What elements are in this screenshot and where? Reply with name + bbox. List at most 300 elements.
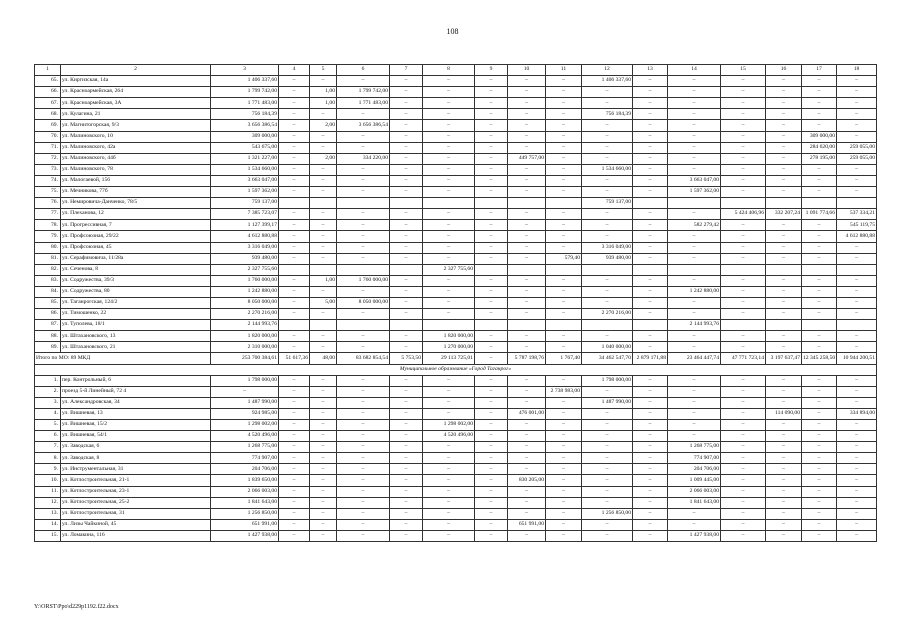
value-cell	[837, 320, 877, 331]
value-cell: –	[633, 253, 668, 264]
value-cell: –	[721, 386, 766, 397]
address-cell: ул. Мечникова, 77б	[61, 187, 211, 198]
value-cell: –	[837, 331, 877, 342]
table-row	[35, 464, 877, 475]
value-cell: –	[508, 87, 546, 98]
value-cell: –	[423, 297, 475, 308]
row-number-cell: 89.	[35, 342, 61, 353]
table-row	[35, 397, 877, 408]
value-cell: –	[508, 375, 546, 386]
value-cell: –	[546, 475, 582, 486]
value-cell: –	[279, 408, 310, 419]
column-number-cell: 16	[766, 65, 802, 76]
value-cell: –	[668, 386, 721, 397]
column-number-cell: 15	[721, 65, 766, 76]
value-cell: –	[837, 120, 877, 131]
value-cell: –	[633, 98, 668, 109]
value-cell: 4 612 880,88	[837, 231, 877, 242]
value-cell	[582, 320, 633, 331]
value-cell: –	[390, 486, 423, 497]
table-row	[35, 320, 877, 331]
value-cell: –	[766, 475, 802, 486]
value-cell: –	[390, 519, 423, 530]
value-cell: 1 270 000,00	[423, 342, 475, 353]
value-cell: –	[423, 486, 475, 497]
value-cell: –	[546, 120, 582, 131]
value-cell: –	[475, 453, 508, 464]
value-cell: –	[475, 220, 508, 231]
table-row	[35, 76, 877, 87]
value-cell: 756 184,39	[211, 109, 279, 120]
value-cell: –	[582, 442, 633, 453]
value-cell: –	[475, 464, 508, 475]
value-cell: –	[837, 175, 877, 186]
value-cell: –	[633, 453, 668, 464]
value-cell: –	[633, 397, 668, 408]
value-cell: –	[582, 120, 633, 131]
value-cell: –	[310, 530, 337, 541]
value-cell: –	[633, 131, 668, 142]
value-cell: –	[390, 375, 423, 386]
value-cell: –	[802, 231, 837, 242]
address-cell: ул. Малиновского, 44б	[61, 153, 211, 164]
value-cell: –	[279, 442, 310, 453]
value-cell: –	[668, 408, 721, 419]
value-cell	[837, 198, 877, 209]
table-row	[35, 375, 877, 386]
column-number-cell: 9	[475, 65, 508, 76]
value-cell: –	[279, 497, 310, 508]
value-cell: –	[582, 486, 633, 497]
table-row	[35, 187, 877, 198]
value-cell: –	[668, 231, 721, 242]
value-cell: –	[766, 164, 802, 175]
value-cell: –	[279, 331, 310, 342]
value-cell: –	[390, 530, 423, 541]
row-number-cell: 73.	[35, 164, 61, 175]
table-row	[35, 497, 877, 508]
column-number-row	[35, 65, 877, 76]
value-cell: –	[802, 164, 837, 175]
value-cell: –	[475, 309, 508, 320]
address-cell: ул. Таганрогская, 124/2	[61, 297, 211, 308]
value-cell: –	[766, 497, 802, 508]
value-cell: –	[337, 442, 390, 453]
value-cell: –	[633, 408, 668, 419]
value-cell: –	[668, 297, 721, 308]
value-cell: –	[721, 153, 766, 164]
value-cell: –	[279, 431, 310, 442]
value-cell: –	[390, 109, 423, 120]
value-cell: 1 771 483,00	[211, 98, 279, 109]
value-cell: –	[721, 309, 766, 320]
value-cell: –	[390, 286, 423, 297]
value-cell: –	[310, 331, 337, 342]
row-number-cell: 78.	[35, 220, 61, 231]
total-value-cell: 253 700 384,61	[211, 353, 279, 364]
value-cell: –	[337, 408, 390, 419]
value-cell: –	[337, 464, 390, 475]
value-cell: –	[837, 253, 877, 264]
value-cell: –	[310, 164, 337, 175]
value-cell: –	[310, 253, 337, 264]
value-cell: –	[279, 209, 310, 220]
value-cell: –	[508, 297, 546, 308]
value-cell: 2 327 755,60	[211, 264, 279, 275]
table-row	[35, 242, 877, 253]
value-cell	[475, 320, 508, 331]
value-cell	[475, 198, 508, 209]
value-cell: –	[337, 209, 390, 220]
value-cell: 545 119,75	[837, 220, 877, 231]
value-cell: –	[721, 519, 766, 530]
value-cell: –	[508, 76, 546, 87]
value-cell: –	[837, 309, 877, 320]
value-cell: –	[582, 420, 633, 431]
value-cell	[802, 320, 837, 331]
row-number-cell: 75.	[35, 187, 61, 198]
table-row	[35, 286, 877, 297]
value-cell: –	[390, 275, 423, 286]
value-cell: –	[310, 408, 337, 419]
row-number-cell: 3.	[35, 397, 61, 408]
total-value-cell: 10 944 200,51	[837, 353, 877, 364]
value-cell: –	[546, 497, 582, 508]
value-cell: –	[390, 131, 423, 142]
value-cell: –	[802, 475, 837, 486]
value-cell: –	[546, 98, 582, 109]
value-cell: –	[837, 475, 877, 486]
value-cell: –	[837, 242, 877, 253]
value-cell: –	[582, 142, 633, 153]
value-cell: 259 055,00	[837, 153, 877, 164]
value-cell: –	[279, 519, 310, 530]
value-cell: –	[475, 209, 508, 220]
value-cell: –	[668, 375, 721, 386]
address-cell: ул. Профсоюзная, 29/22	[61, 231, 211, 242]
value-cell: –	[475, 375, 508, 386]
value-cell: –	[633, 164, 668, 175]
value-cell: –	[279, 164, 310, 175]
table-row	[35, 164, 877, 175]
value-cell: –	[310, 342, 337, 353]
value-cell: –	[508, 231, 546, 242]
value-cell: –	[390, 153, 423, 164]
value-cell: –	[475, 175, 508, 186]
value-cell: –	[546, 442, 582, 453]
value-cell: –	[721, 286, 766, 297]
value-cell: –	[337, 508, 390, 519]
row-number-cell: 85.	[35, 297, 61, 308]
value-cell: –	[582, 87, 633, 98]
table-row	[35, 209, 877, 220]
value-cell: –	[766, 76, 802, 87]
address-cell: ул. Ломакина, 116	[61, 530, 211, 541]
value-cell	[546, 198, 582, 209]
value-cell: –	[721, 408, 766, 419]
value-cell: –	[475, 420, 508, 431]
value-cell: –	[582, 530, 633, 541]
value-cell: –	[668, 87, 721, 98]
table-row	[35, 275, 877, 286]
value-cell: 2 144 993,76	[668, 320, 721, 331]
table-row	[35, 131, 877, 142]
value-cell: –	[721, 109, 766, 120]
column-number-cell: 8	[423, 65, 475, 76]
value-cell: –	[633, 242, 668, 253]
value-cell: 4 520 496,00	[211, 431, 279, 442]
value-cell: –	[668, 98, 721, 109]
value-cell: 1 799 742,00	[211, 87, 279, 98]
value-cell: –	[310, 220, 337, 231]
value-cell	[837, 264, 877, 275]
value-cell: –	[508, 242, 546, 253]
value-cell: –	[633, 442, 668, 453]
value-cell: –	[668, 309, 721, 320]
value-cell: –	[279, 486, 310, 497]
value-cell: –	[766, 142, 802, 153]
table-row	[35, 342, 877, 353]
value-cell: –	[766, 453, 802, 464]
value-cell: –	[582, 231, 633, 242]
value-cell: –	[766, 131, 802, 142]
address-cell: ул. Плеханова, 12	[61, 209, 211, 220]
value-cell: 1 487 990,00	[582, 397, 633, 408]
value-cell: –	[337, 497, 390, 508]
value-cell: 2 738 983,00	[546, 386, 582, 397]
total-value-cell: 3 197 637,47	[766, 353, 802, 364]
value-cell: –	[310, 309, 337, 320]
value-cell: –	[508, 220, 546, 231]
value-cell: –	[390, 175, 423, 186]
table-row	[35, 386, 877, 397]
address-cell: ул. Вишневая, 13	[61, 408, 211, 419]
value-cell: 2 144 993,76	[211, 320, 279, 331]
value-cell: 1,00	[310, 275, 337, 286]
value-cell: –	[766, 187, 802, 198]
value-cell	[310, 198, 337, 209]
value-cell: 1 771 483,00	[337, 98, 390, 109]
value-cell: –	[766, 309, 802, 320]
register-table	[34, 64, 877, 542]
value-cell: –	[721, 76, 766, 87]
value-cell: –	[837, 530, 877, 541]
value-cell: –	[279, 175, 310, 186]
table-row	[35, 198, 877, 209]
value-cell: –	[633, 275, 668, 286]
value-cell: –	[390, 420, 423, 431]
value-cell: –	[508, 98, 546, 109]
column-number-cell: 6	[337, 65, 390, 76]
value-cell: –	[310, 519, 337, 530]
value-cell: –	[837, 98, 877, 109]
row-number-cell: 77.	[35, 209, 61, 220]
table-row	[35, 98, 877, 109]
value-cell: –	[802, 275, 837, 286]
value-cell: –	[546, 508, 582, 519]
value-cell: –	[668, 120, 721, 131]
table-body	[35, 65, 877, 542]
value-cell: –	[390, 408, 423, 419]
value-cell: 2 310 000,00	[211, 342, 279, 353]
value-cell: –	[508, 286, 546, 297]
value-cell: –	[475, 530, 508, 541]
address-cell: ул. Заводская, 8	[61, 453, 211, 464]
value-cell: 1 799 742,00	[337, 87, 390, 98]
value-cell: –	[633, 386, 668, 397]
value-cell: –	[582, 464, 633, 475]
value-cell: –	[310, 231, 337, 242]
value-cell: –	[337, 420, 390, 431]
column-number-cell: 18	[837, 65, 877, 76]
value-cell: 924 985,00	[211, 408, 279, 419]
value-cell: –	[423, 242, 475, 253]
value-cell: –	[802, 519, 837, 530]
row-number-cell: 88.	[35, 331, 61, 342]
value-cell: –	[721, 164, 766, 175]
table-row	[35, 120, 877, 131]
value-cell: –	[546, 286, 582, 297]
value-cell: –	[837, 164, 877, 175]
value-cell: –	[279, 530, 310, 541]
value-cell: –	[721, 231, 766, 242]
row-number-cell: 79.	[35, 231, 61, 242]
value-cell: –	[310, 508, 337, 519]
value-cell: –	[279, 297, 310, 308]
column-number-cell: 12	[582, 65, 633, 76]
value-cell	[721, 320, 766, 331]
row-number-cell: 67.	[35, 98, 61, 109]
value-cell: –	[508, 253, 546, 264]
total-value-cell: 1 767,40	[546, 353, 582, 364]
value-cell: –	[802, 175, 837, 186]
value-cell: –	[766, 286, 802, 297]
value-cell: –	[390, 397, 423, 408]
value-cell: –	[546, 187, 582, 198]
value-cell: –	[546, 220, 582, 231]
column-number-cell: 11	[546, 65, 582, 76]
value-cell: –	[721, 87, 766, 98]
value-cell: –	[668, 142, 721, 153]
value-cell: –	[766, 375, 802, 386]
value-cell: –	[668, 253, 721, 264]
value-cell: –	[423, 120, 475, 131]
value-cell: –	[508, 530, 546, 541]
value-cell: –	[337, 175, 390, 186]
value-cell: –	[721, 530, 766, 541]
table-row	[35, 508, 877, 519]
value-cell: –	[423, 508, 475, 519]
value-cell: 579,40	[546, 253, 582, 264]
value-cell: –	[475, 120, 508, 131]
value-cell: –	[279, 131, 310, 142]
row-number-cell: 14.	[35, 519, 61, 530]
row-number-cell: 13.	[35, 508, 61, 519]
column-number-cell: 5	[310, 65, 337, 76]
value-cell	[423, 320, 475, 331]
value-cell: –	[837, 508, 877, 519]
value-cell: –	[390, 231, 423, 242]
value-cell: 7 385 723,07	[211, 209, 279, 220]
value-cell: –	[633, 209, 668, 220]
value-cell: –	[390, 386, 423, 397]
address-cell: ул. Малогаевой, 156	[61, 175, 211, 186]
value-cell: –	[766, 464, 802, 475]
value-cell: –	[279, 309, 310, 320]
value-cell: –	[337, 286, 390, 297]
column-number-cell: 2	[61, 65, 211, 76]
value-cell: –	[279, 242, 310, 253]
value-cell: –	[766, 175, 802, 186]
value-cell: –	[721, 342, 766, 353]
total-value-cell: 5 753,50	[390, 353, 423, 364]
value-cell: –	[475, 253, 508, 264]
value-cell: 1 427 938,00	[668, 530, 721, 541]
value-cell: –	[423, 475, 475, 486]
value-cell: –	[508, 120, 546, 131]
value-cell: –	[802, 309, 837, 320]
value-cell: 449 757,00	[508, 153, 546, 164]
value-cell: –	[802, 530, 837, 541]
value-cell: 1 760 000,00	[211, 275, 279, 286]
value-cell: 1 798 000,00	[582, 375, 633, 386]
value-cell: –	[721, 131, 766, 142]
value-cell: –	[279, 187, 310, 198]
value-cell: –	[475, 397, 508, 408]
value-cell: –	[582, 297, 633, 308]
value-cell: –	[279, 286, 310, 297]
value-cell: –	[633, 475, 668, 486]
value-cell: 8 050 000,00	[211, 297, 279, 308]
row-number-cell: 83.	[35, 275, 61, 286]
value-cell: –	[337, 453, 390, 464]
value-cell: 5,00	[310, 297, 337, 308]
value-cell: 334 894,00	[837, 408, 877, 419]
value-cell	[390, 198, 423, 209]
row-number-cell: 15.	[35, 530, 61, 541]
row-number-cell: 12.	[35, 497, 61, 508]
value-cell	[721, 264, 766, 275]
value-cell: –	[390, 87, 423, 98]
value-cell: –	[475, 442, 508, 453]
table-row	[35, 453, 877, 464]
value-cell: –	[766, 397, 802, 408]
row-number-cell: 4.	[35, 408, 61, 419]
address-cell: ул. Содружества, 39/3	[61, 275, 211, 286]
value-cell: –	[837, 497, 877, 508]
value-cell: 1 256 850,00	[211, 508, 279, 519]
column-number-cell: 7	[390, 65, 423, 76]
value-cell: –	[337, 76, 390, 87]
value-cell: –	[766, 231, 802, 242]
value-cell: –	[475, 187, 508, 198]
value-cell: –	[279, 76, 310, 87]
value-cell	[802, 198, 837, 209]
value-cell: –	[279, 475, 310, 486]
value-cell: –	[582, 98, 633, 109]
value-cell: –	[310, 187, 337, 198]
value-cell: –	[582, 175, 633, 186]
value-cell: 3 663 047,00	[668, 175, 721, 186]
value-cell: –	[546, 309, 582, 320]
value-cell: –	[802, 508, 837, 519]
value-cell: –	[337, 486, 390, 497]
value-cell: –	[546, 530, 582, 541]
value-cell	[310, 320, 337, 331]
value-cell: –	[633, 497, 668, 508]
value-cell: –	[802, 297, 837, 308]
value-cell: –	[279, 397, 310, 408]
